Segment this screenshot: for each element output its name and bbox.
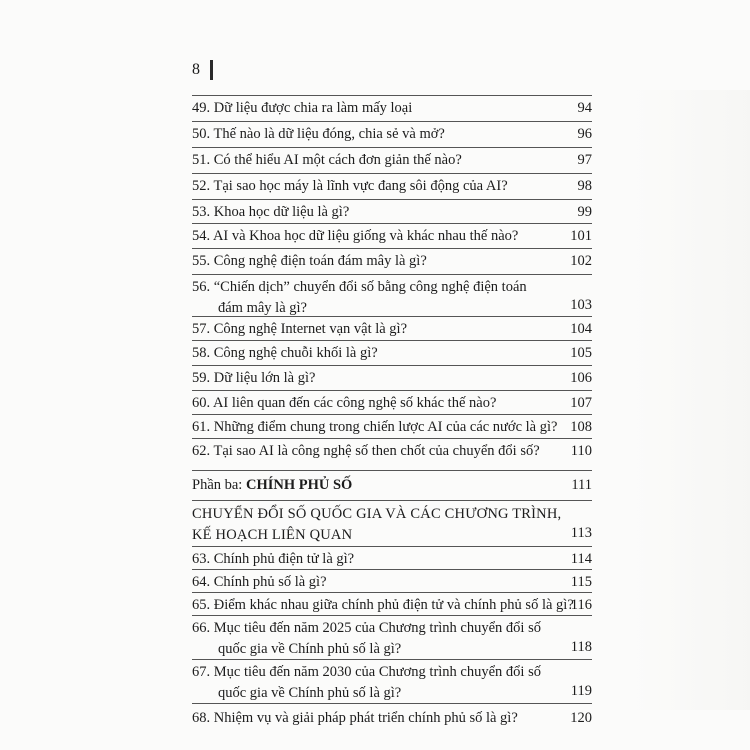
toc-entry-title: 53. Khoa học dữ liệu là gì?	[192, 204, 350, 220]
toc-entry-title: 59. Dữ liệu lớn là gì?	[192, 370, 316, 386]
toc-entry-64	[192, 569, 592, 594]
toc-entry-63	[192, 546, 592, 571]
toc-entry-57	[192, 316, 592, 341]
toc-entry-title-line1: 56. “Chiến dịch” chuyển đổi số bằng công nghệ điện toán	[192, 279, 527, 295]
toc-entry-page: 108	[570, 419, 592, 435]
toc-entry-55	[192, 248, 592, 273]
toc-entry-page: 113	[570, 525, 592, 541]
toc-entry-page: 97	[577, 152, 592, 168]
toc-entry-title: 61. Những điểm chung trong chiến lược AI của các nước là gì?	[192, 419, 558, 435]
toc-chapter-heading	[192, 500, 592, 547]
toc-entry-title: 54. AI và Khoa học dữ liệu giống và khác nhau thế nào?	[192, 228, 519, 244]
toc-entry-page: 111	[571, 477, 592, 493]
toc-entry-title: 49. Dữ liệu được chia ra làm mấy loại	[192, 100, 413, 116]
toc-entry-title: 50. Thế nào là dữ liệu đóng, chia sẻ và mở?	[192, 126, 445, 142]
toc-entry-title-line2: quốc gia về Chính phủ số là gì?	[218, 641, 402, 657]
toc-entry-49	[192, 95, 592, 120]
toc-entry-52	[192, 173, 592, 198]
toc-chapter-title-line2: KẾ HOẠCH LIÊN QUAN	[192, 527, 353, 543]
toc-chapter-title-line1: CHUYỂN ĐỔI SỐ QUỐC GIA VÀ CÁC CHƯƠNG TRÌNH,	[192, 506, 562, 522]
toc-entry-page: 99	[577, 204, 592, 220]
toc-entry-title-line2: đám mây là gì?	[218, 300, 307, 316]
toc-chapter-title	[192, 504, 562, 546]
toc-entry-51	[192, 147, 592, 172]
toc-entry-67	[192, 659, 592, 704]
toc-entry-page: 98	[577, 178, 592, 194]
toc-entry-title: 62. Tại sao AI là công nghệ số then chốt của chuyển đổi số?	[192, 443, 540, 459]
toc-entry-title: 63. Chính phủ điện tử là gì?	[192, 551, 355, 567]
toc-entry-page: 114	[570, 551, 592, 567]
toc-entry-title-line1: 66. Mục tiêu đến năm 2025 của Chương trình chuyển đổi số	[192, 620, 541, 636]
toc-entry-56	[192, 274, 592, 317]
section-title: CHÍNH PHỦ SỐ	[245, 477, 353, 493]
toc-entry-title: 57. Công nghệ Internet vạn vật là gì?	[192, 321, 408, 337]
toc-entry-title	[192, 618, 552, 660]
toc-entry-title: 60. AI liên quan đến các công nghệ số khác thế nào?	[192, 395, 497, 411]
toc-entry-title-line1: 67. Mục tiêu đến năm 2030 của Chương trình chuyển đổi số	[192, 664, 541, 680]
toc-section-part-three	[192, 470, 592, 499]
section-label: Phần ba:	[192, 477, 246, 493]
toc-entry-title: 55. Công nghệ điện toán đám mây là gì?	[192, 253, 427, 269]
toc-entry-page: 115	[570, 574, 592, 590]
toc-entry-page: 107	[570, 395, 592, 411]
toc-entry-title: 65. Điểm khác nhau giữa chính phủ điện tử và chính phủ số là gì?	[192, 597, 574, 613]
toc-entry-title: 51. Có thể hiểu AI một cách đơn giản thế nào?	[192, 152, 462, 168]
toc-entry-page: 103	[570, 297, 592, 313]
toc-entry-page: 120	[570, 710, 592, 726]
toc-section-heading	[192, 473, 552, 497]
toc-entry-page: 101	[570, 228, 592, 244]
toc-entry-54	[192, 223, 592, 248]
toc-entry-page: 116	[570, 597, 592, 613]
toc-entry-58	[192, 340, 592, 365]
toc-entry-title: 52. Tại sao học máy là lĩnh vực đang sôi động của AI?	[192, 178, 508, 194]
toc-entry-title	[192, 662, 552, 704]
toc-entry-50	[192, 121, 592, 146]
toc-entry-title: 64. Chính phủ số là gì?	[192, 574, 327, 590]
toc-entry-62	[192, 438, 592, 463]
page-number: 8	[192, 61, 200, 78]
toc-entry-60	[192, 390, 592, 415]
toc-entry-page: 94	[577, 100, 592, 116]
toc-entry-page: 106	[570, 370, 592, 386]
toc-entry-66	[192, 615, 592, 660]
toc-entry-68	[192, 703, 592, 730]
toc-entry-page: 104	[570, 321, 592, 337]
toc-entry-page: 105	[570, 345, 592, 361]
toc-entry-page: 110	[570, 443, 592, 459]
table-of-contents	[192, 0, 592, 750]
toc-entry-title	[192, 277, 552, 319]
toc-entry-page: 96	[577, 126, 592, 142]
toc-entry-53	[192, 199, 592, 224]
toc-entry-page: 102	[570, 253, 592, 269]
toc-entry-65	[192, 592, 592, 617]
toc-entry-61	[192, 414, 592, 439]
toc-entry-page: 119	[570, 683, 592, 699]
toc-entry-page: 118	[570, 639, 592, 655]
toc-entry-59	[192, 365, 592, 390]
toc-entry-title-line2: quốc gia về Chính phủ số là gì?	[218, 685, 402, 701]
page-edge-shade	[630, 90, 750, 710]
toc-entry-title: 68. Nhiệm vụ và giải pháp phát triển chính phủ số là gì?	[192, 710, 518, 726]
toc-entry-title: 58. Công nghệ chuỗi khối là gì?	[192, 345, 378, 361]
